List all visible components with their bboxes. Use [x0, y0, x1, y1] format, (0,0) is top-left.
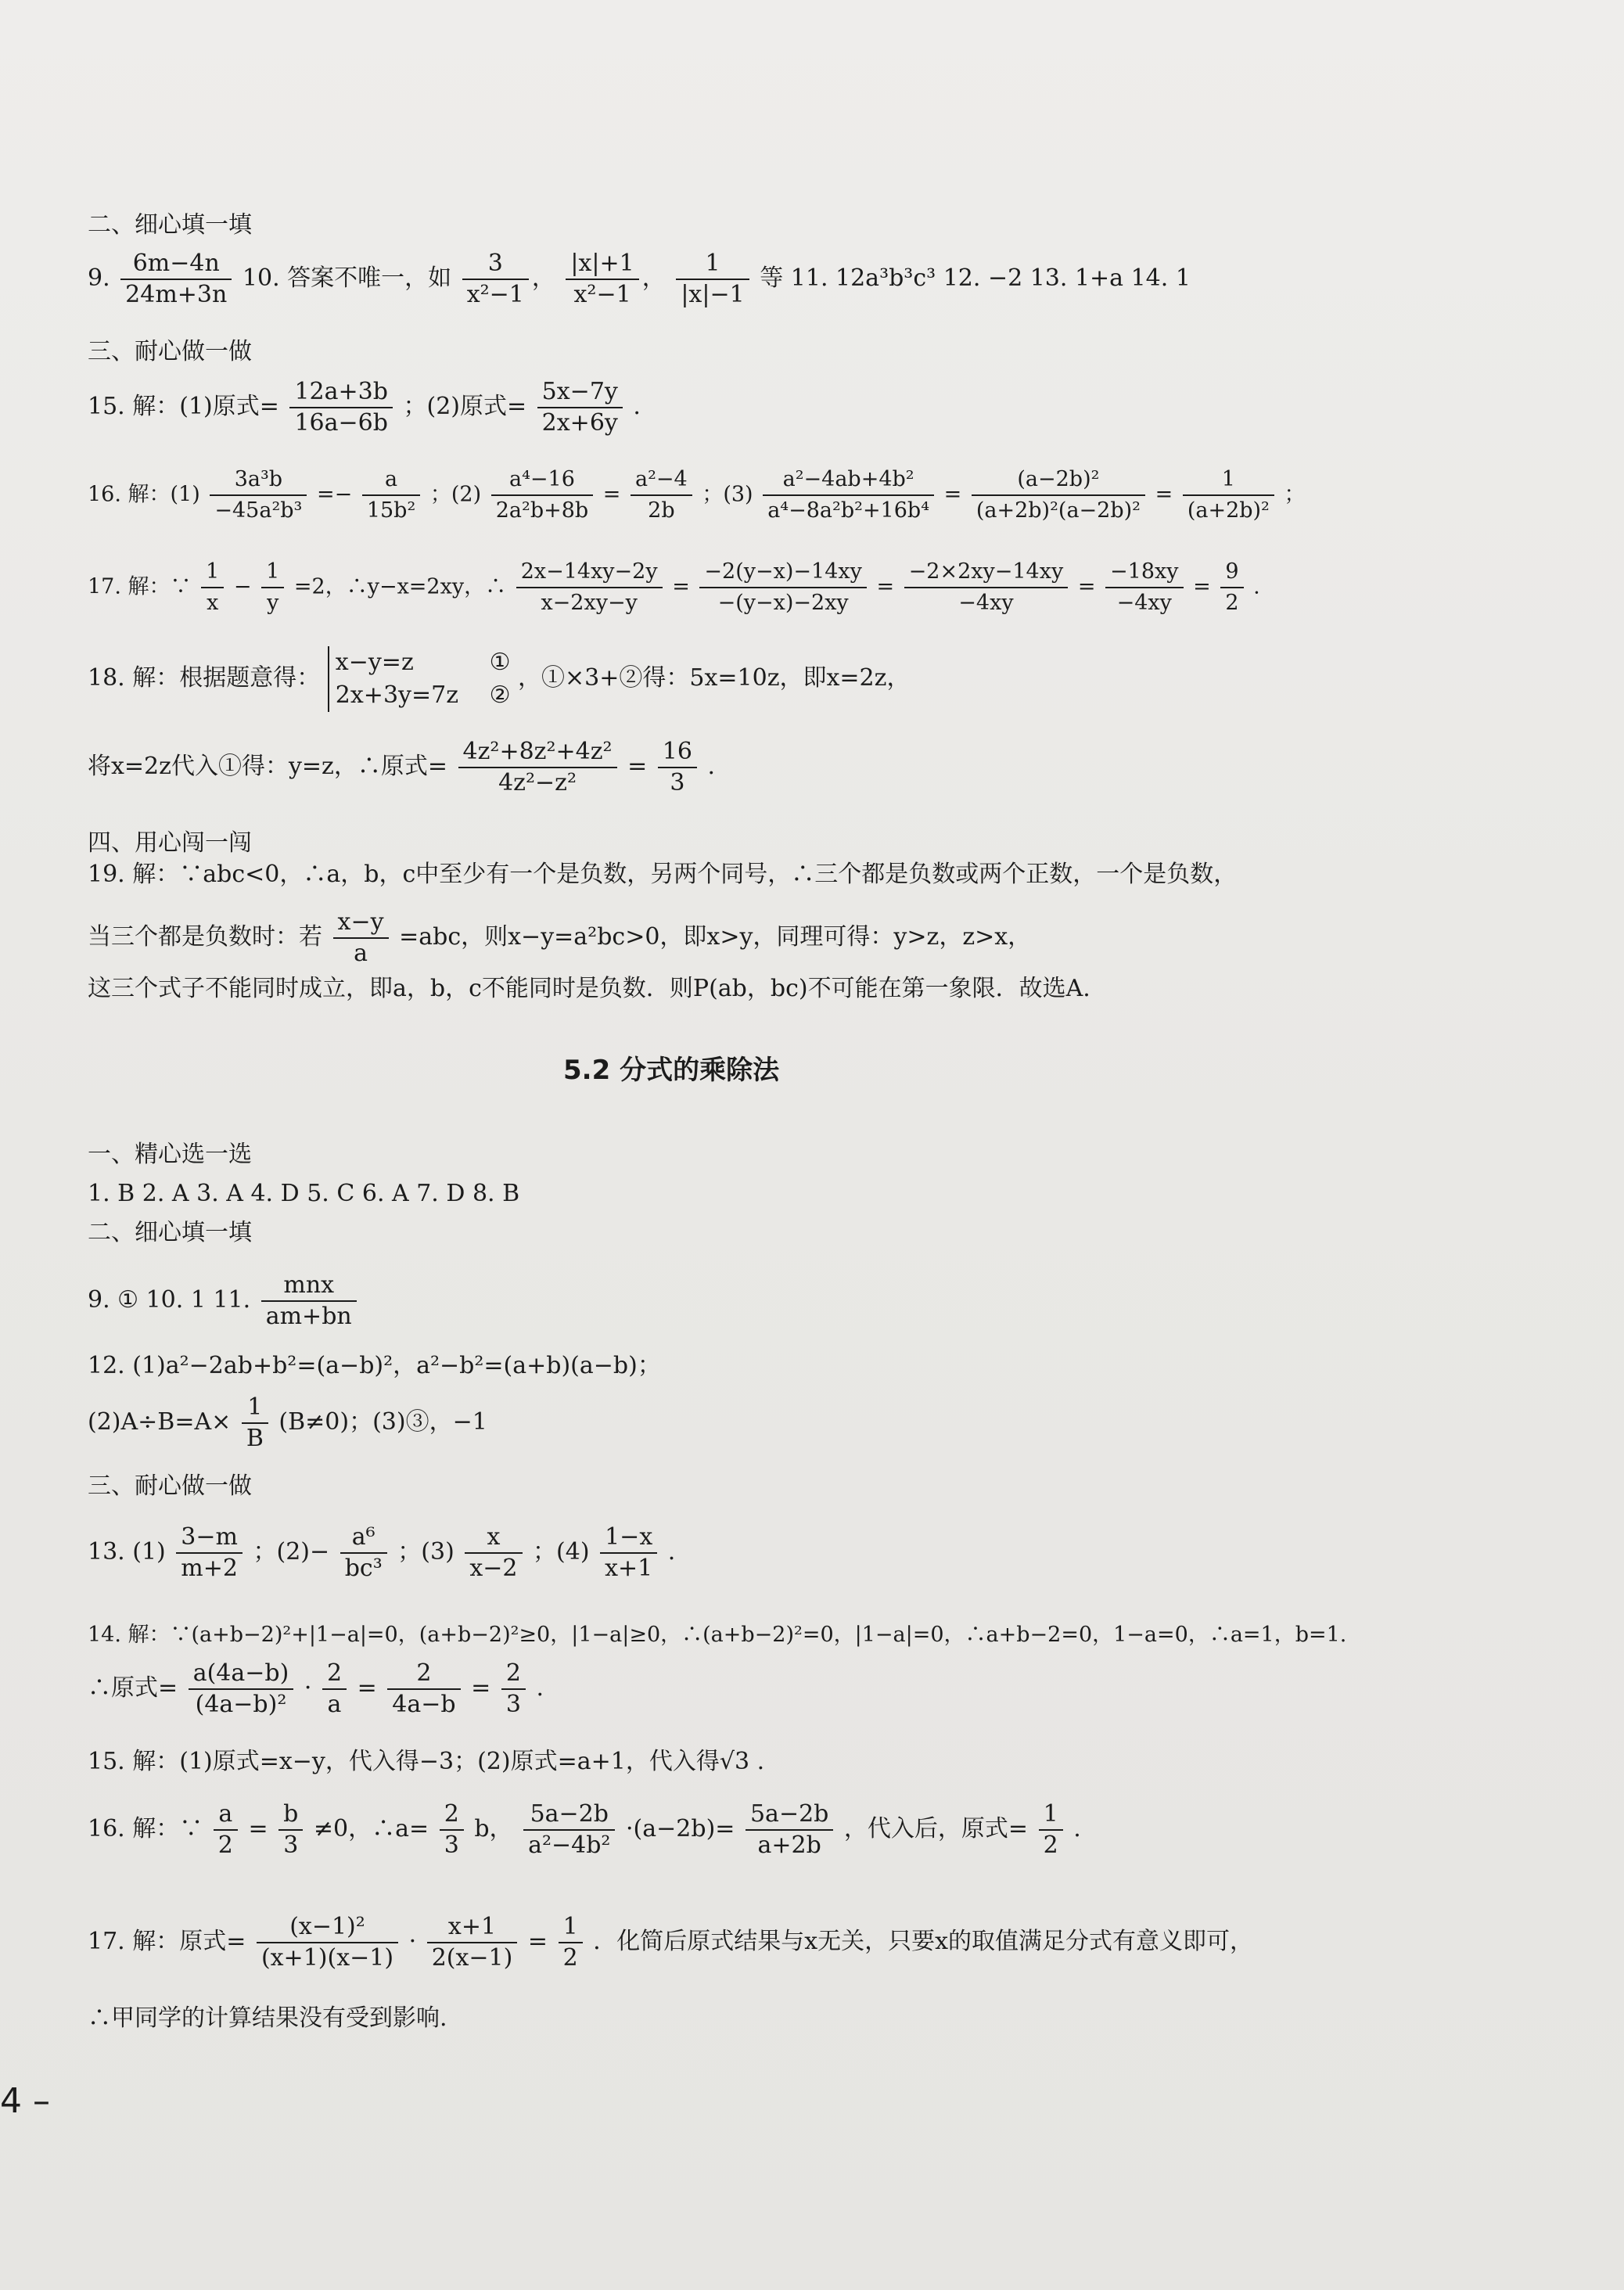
text: (B≠0)；(3)③，−1: [278, 1408, 487, 1436]
denominator: 2: [217, 1832, 233, 1859]
numerator: (a−2b)²: [972, 465, 1145, 496]
section-title: 5.2 分式的乘除法: [563, 1055, 780, 1086]
text: .: [707, 753, 716, 780]
denominator: B: [246, 1425, 264, 1452]
text: ·: [304, 1674, 312, 1702]
answer-18: [88, 646, 910, 712]
fraction: [658, 737, 697, 798]
answer-19-conclusion: 这三个式子不能同时成立，即a，b，c不能同时是负数．则P(ab，bc)不可能在第一象限．故选A.: [88, 975, 1090, 1002]
numerator: 1: [1183, 465, 1274, 496]
numerator: 5a−2b: [523, 1799, 615, 1831]
denominator: −(y−x)−2xy: [717, 591, 849, 615]
fraction: [631, 465, 692, 526]
text: 17. 解：∵: [88, 574, 192, 599]
denominator: 2(x−1): [431, 1944, 513, 1972]
numerator: a²−4: [631, 465, 692, 496]
answer-14-cont: [88, 1659, 544, 1720]
text: .: [1073, 1815, 1081, 1842]
fraction: [257, 1912, 398, 1973]
numerator: 3a³b: [210, 465, 307, 496]
fraction: [120, 249, 232, 310]
denominator: a⁴−8a²b²+16b⁴: [767, 498, 930, 523]
denominator: (4a−b)²: [195, 1691, 287, 1718]
fraction: [537, 377, 623, 438]
text: 18. 解：根据题意得：: [88, 664, 321, 692]
fraction: [491, 465, 593, 526]
text: =: [527, 1928, 548, 1955]
fraction: [465, 1522, 522, 1584]
text: ．化简后原式结果与x无关，只要x的取值满足分式有意义即可，: [593, 1928, 1254, 1955]
text: 13. (1): [88, 1538, 166, 1566]
answer-13: [88, 1522, 675, 1584]
fraction: [972, 465, 1145, 526]
fraction: [362, 465, 420, 526]
fraction: [676, 249, 749, 310]
numerator: 2: [387, 1659, 460, 1690]
text: ·(a−2b)=: [626, 1815, 735, 1842]
numerator: a(4a−b): [189, 1659, 294, 1690]
numerator: mnx: [261, 1271, 357, 1302]
denominator: a: [327, 1691, 342, 1718]
text: ；(4): [533, 1538, 590, 1566]
answer-19-cont: [88, 908, 1031, 969]
answer-19: 19. 解：∵abc<0，∴a，b，c中至少有一个是负数，另两个同号，∴三个都是负数或两个正数，一个是负数，: [88, 861, 1238, 888]
q11-14-answers: 11. 12a³b³c³ 12. −2 13. 1+a 14. 1: [790, 264, 1191, 292]
text: .: [633, 393, 641, 420]
numerator: 2: [501, 1659, 526, 1690]
text: ；(3): [397, 1538, 455, 1566]
answer-15-2: 15. 解：(1)原式=x−y，代入得−3；(2)原式=a+1，代入得√3 .: [88, 1748, 765, 1775]
fraction: [322, 1659, 347, 1720]
fraction: [1183, 465, 1274, 526]
numerator: −2×2xy−14xy: [904, 557, 1069, 588]
denominator: −45a²b³: [214, 498, 303, 523]
denominator: 3: [670, 769, 685, 796]
answer-14: 14. 解：∵(a+b−2)²+|1−a|=0，(a+b−2)²≥0，|1−a|≥0，∴(a+b−2)²=0，|1−a|=0，∴a+b−2=0，1−a=0，∴a=1，b=1.: [88, 1623, 1347, 1647]
denominator: 2x+6y: [541, 409, 618, 437]
numerator: 1: [201, 557, 224, 588]
q10-text: 10. 答案不唯一，如: [242, 264, 452, 292]
answer-17-conclusion: ∴甲同学的计算结果没有受到影响.: [88, 2004, 447, 2032]
q9-label: 9.: [88, 264, 110, 292]
denominator: 24m+3n: [125, 281, 228, 308]
fraction: [189, 1659, 294, 1720]
text: ；: [1284, 482, 1306, 507]
fraction: [387, 1659, 460, 1720]
page-number: 4 –: [0, 2081, 50, 2121]
numerator: a²−4ab+4b²: [763, 465, 934, 496]
text: =: [1193, 574, 1211, 599]
denominator: 2: [1043, 1832, 1058, 1859]
fraction: [1039, 1799, 1063, 1860]
numerator: 1: [1039, 1799, 1063, 1831]
numerator: 5x−7y: [537, 377, 623, 408]
text: =: [248, 1815, 268, 1842]
text: −: [233, 574, 252, 599]
denominator: 2a²b+8b: [495, 498, 589, 523]
denominator: −4xy: [1116, 591, 1172, 615]
denominator: x−2xy−y: [541, 591, 638, 615]
denominator: 2b: [648, 498, 675, 523]
fraction: [242, 1393, 268, 1454]
choice-answers: 1. B 2. A 3. A 4. D 5. C 6. A 7. D 8. B: [88, 1180, 520, 1207]
fraction: [427, 1912, 518, 1973]
denominator: bc³: [344, 1555, 383, 1582]
equation-system: [328, 646, 458, 712]
numerator: 2: [322, 1659, 347, 1690]
text: =: [357, 1674, 377, 1702]
numerator: b: [278, 1799, 303, 1831]
marker-1: ①: [489, 649, 511, 676]
text: ≠0，∴a=: [313, 1815, 429, 1842]
text: 15. 解：(1)原式=: [88, 393, 279, 420]
text: .: [536, 1674, 544, 1702]
fraction: [201, 557, 224, 618]
numerator: 4z²+8z²+4z²: [458, 737, 617, 768]
denominator: 2: [1225, 591, 1239, 615]
denominator: 3: [444, 1832, 459, 1859]
equation-markers: [490, 646, 511, 712]
equation-1: x−y=z: [335, 649, 414, 676]
denominator: x²−1: [466, 281, 524, 308]
denominator: (x+1)(x−1): [260, 1944, 394, 1972]
numerator: 5a−2b: [746, 1799, 833, 1831]
heading-fill-in-2: 二、细心填一填: [88, 1219, 252, 1246]
text: ；(2)−: [253, 1538, 330, 1566]
denominator: m+2: [181, 1555, 238, 1582]
text: =: [876, 574, 895, 599]
text: ·: [408, 1928, 417, 1955]
heading-work: 三、耐心做一做: [88, 338, 252, 365]
denominator: |x|−1: [681, 281, 745, 308]
answer-9-11: [88, 1271, 360, 1332]
text: 9. ① 10. 1 11.: [88, 1286, 251, 1314]
text: =: [1155, 482, 1173, 507]
denominator: 2: [562, 1944, 578, 1972]
numerator: 2: [440, 1799, 464, 1831]
denominator: −4xy: [958, 591, 1014, 615]
fraction: [904, 557, 1069, 618]
text: =2，∴y−x=2xy，∴: [293, 574, 507, 599]
numerator: 3: [462, 249, 529, 280]
answer-12-cont: [88, 1393, 487, 1454]
numerator: 1: [261, 557, 284, 588]
q10-etc: 等: [760, 264, 784, 292]
fraction: [340, 1522, 387, 1584]
fraction: [176, 1522, 243, 1584]
denominator: 4z²−z²: [498, 769, 577, 796]
numerator: 1−x: [600, 1522, 657, 1554]
numerator: a⁴−16: [491, 465, 593, 496]
fraction: [214, 1799, 238, 1860]
fraction: [699, 557, 866, 618]
text: =: [672, 574, 690, 599]
fraction: [516, 557, 663, 618]
fraction: [566, 249, 638, 310]
fraction: [763, 465, 934, 526]
denominator: am+bn: [265, 1303, 352, 1330]
denominator: x−2: [469, 1555, 518, 1582]
text: =: [1077, 574, 1096, 599]
answer-line-9-14: 9. $\frac{6m-4n}{24m+3n}$ 10. 答案不唯一，如 $\frac{3}{\text{x²−1}}$ ， $\frac{|x|+1}{\text{x²−1}}$ ， $\frac{1}{|x|-1}$ 等 11. 12a³b³c³ 12. −2 13. 1+a 14. 1: [88, 250, 1191, 308]
numerator: x+1: [427, 1912, 518, 1943]
fraction: [210, 465, 307, 526]
answer-12: 12. (1)a²−2ab+b²=(a−b)²，a²−b²=(a+b)(a−b)；: [88, 1352, 661, 1379]
numerator: 1: [676, 249, 749, 280]
heading-choice: 一、精心选一选: [88, 1141, 252, 1168]
text: .: [667, 1538, 676, 1566]
numerator: (x−1)²: [257, 1912, 398, 1943]
heading-challenge: 四、用心闯一闯: [88, 829, 252, 857]
heading-fill-in: 二、细心填一填: [88, 211, 252, 239]
denominator: x: [207, 591, 219, 615]
fraction: [1105, 557, 1183, 618]
heading-work-2: 三、耐心做一做: [88, 1472, 252, 1500]
text: ∴原式=: [88, 1674, 178, 1702]
fraction: [523, 1799, 615, 1860]
numerator: |x|+1: [566, 249, 638, 280]
fraction: [1220, 557, 1243, 618]
answer-16-2: [88, 1799, 1081, 1860]
text: 当三个都是负数时：若: [88, 923, 322, 951]
denominator: a+2b: [757, 1832, 821, 1859]
text: b，: [474, 1815, 513, 1842]
text: =: [943, 482, 962, 507]
fraction: [458, 737, 617, 798]
text: ；(2)原式=: [403, 393, 527, 420]
numerator: a: [362, 465, 420, 496]
text: =: [471, 1674, 491, 1702]
answer-17: [88, 557, 1260, 618]
text: ，①×3+②得：5x=10z，即x=2z，: [518, 664, 911, 692]
text: ；(3): [702, 482, 753, 507]
fraction: [333, 908, 389, 969]
equation-2: 2x+3y=7z: [335, 681, 459, 709]
denominator: 3: [283, 1832, 299, 1859]
answer-16: [88, 465, 1305, 526]
denominator: (a+2b)²: [1187, 498, 1270, 523]
denominator: 4a−b: [392, 1691, 456, 1718]
text: 16. 解：(1): [88, 482, 200, 507]
text: (2)A÷B=A×: [88, 1408, 232, 1436]
numerator: 3−m: [176, 1522, 243, 1554]
fraction: [289, 377, 393, 438]
numerator: 1: [559, 1912, 583, 1943]
numerator: 12a+3b: [289, 377, 393, 408]
text: .: [1253, 574, 1260, 599]
denominator: 16a−6b: [294, 409, 388, 437]
denominator: a: [354, 940, 368, 967]
numerator: a⁶: [340, 1522, 387, 1554]
text: 16. 解：∵: [88, 1815, 203, 1842]
numerator: 2x−14xy−2y: [516, 557, 663, 588]
numerator: −18xy: [1105, 557, 1183, 588]
numerator: 1: [242, 1393, 268, 1424]
fraction: [278, 1799, 303, 1860]
text: =−: [316, 482, 353, 507]
numerator: 9: [1220, 557, 1243, 588]
denominator: x²−1: [573, 281, 631, 308]
fraction: [746, 1799, 833, 1860]
fraction: [440, 1799, 464, 1860]
denominator: a²−4b²: [528, 1832, 611, 1859]
text: =abc，则x−y=a²bc>0，即x>y，同理可得：y>z，z>x，: [399, 923, 1032, 951]
answer-15: [88, 377, 641, 438]
marker-2: ②: [489, 681, 511, 709]
answer-18-cont: [88, 737, 715, 798]
text: =: [627, 753, 648, 780]
fraction: [559, 1912, 583, 1973]
fraction: [261, 557, 284, 618]
text: =: [602, 482, 621, 507]
fraction: [261, 1271, 357, 1332]
denominator: y: [267, 591, 279, 615]
denominator: 3: [505, 1691, 521, 1718]
text: ，代入后，原式=: [843, 1815, 1029, 1842]
denominator: x+1: [605, 1555, 653, 1582]
fraction: [501, 1659, 526, 1720]
denominator: 15b²: [366, 498, 416, 523]
numerator: a: [214, 1799, 238, 1831]
numerator: x−y: [333, 908, 389, 939]
fraction: [462, 249, 529, 310]
answer-17-2: [88, 1912, 1253, 1973]
text: 将x=2z代入①得：y=z，∴原式=: [88, 753, 447, 780]
denominator: (a+2b)²(a−2b)²: [975, 498, 1141, 523]
numerator: x: [465, 1522, 522, 1554]
fraction: [600, 1522, 657, 1584]
numerator: 16: [658, 737, 697, 768]
text: ；(2): [429, 482, 482, 507]
text: 17. 解：原式=: [88, 1928, 246, 1955]
numerator: 6m−4n: [120, 249, 232, 280]
numerator: −2(y−x)−14xy: [699, 557, 866, 588]
